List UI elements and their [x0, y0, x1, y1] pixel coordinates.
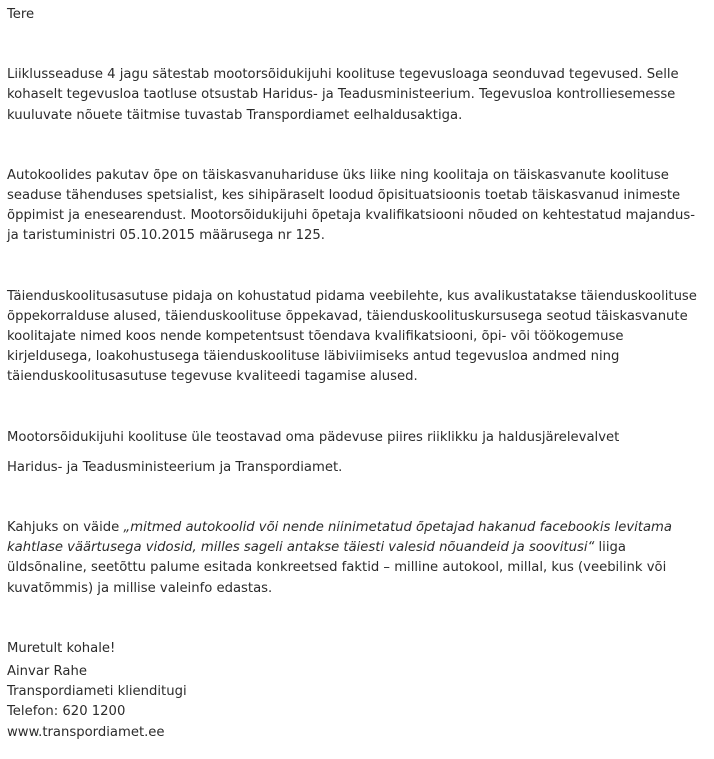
paragraph-supervisors: Haridus- ja Teadusministeerium ja Transpordiamet.	[7, 459, 343, 475]
spacer	[7, 25, 706, 65]
paragraph-claim-response	[7, 518, 706, 599]
paragraph-adult-education: Autokoolides pakutav õpe on täiskasvanuhariduse üks liike ning koolitaja on täiskasvanute koolituse seaduse tähenduses spetsialist, kes sihipäraselt loodud õpisituatsioonis toetab täiskasvanud inimeste õppimist ja enesearendust. Mootorsõidukijuhi õpetaja kvalifikatsiooni nõuded on kehtestatud majandus- ja taristuministri 05.10.2015 määrusega nr 125.	[7, 167, 696, 244]
spacer	[7, 448, 706, 458]
signature-phone: Telefon: 620 1200	[7, 704, 126, 720]
signature-website: www.transpordiamet.ee	[7, 724, 165, 740]
paragraph-legal-basis: Liiklusseaduse 4 jagu sätestab mootorsõidukijuhi koolituse tegevusloaga seonduvad tegevused. Selle kohaselt tegevusloa taotluse otsustab Haridus- ja Teadusministeerium. Tegevusloa kontrolliesemesse kuuluvate nõuete täitmise tuvastab Transpordiamet eelhaldusaktiga.	[7, 67, 679, 123]
paragraph-website-obligation: Täienduskoolitusasutuse pidaja on kohustatud pidama veebilehte, kus avalikustatakse täienduskoolituse õppekorralduse alused, täienduskoolituse õppekavad, täienduskoolituskursusega seotud täiskasvanute koolitajate nimed koos nende kompetentsust tõendava kvalifikatsiooni, õpi- või töökogemuse kirjeldusega, loakohustusega täienduskoolituse läbiviimiseks antud tegevusloa andmed ning täienduskoolitusasutuse tegevuse kvaliteedi tagamise alused.	[7, 288, 697, 385]
signature-block	[7, 662, 706, 743]
spacer	[7, 247, 706, 287]
closing-phrase: Muretult kohale!	[7, 640, 116, 656]
spacer	[7, 599, 706, 639]
paragraph-supervision: Mootorsõidukijuhi koolituse üle teostavad oma pädevuse piires riiklikku ja haldusjärelevalvet	[7, 429, 620, 445]
spacer	[7, 126, 706, 166]
claim-quote: „mitmed autokoolid või nende niinimetatud õpetajad hakanud facebookis levitama kahtlase väärtusega vidosid, milles sageli antakse täiesti valesid nõuandeid ja soovitusi“	[7, 520, 672, 556]
signature-department: Transpordiameti klienditugi	[7, 684, 187, 700]
greeting: Tere	[7, 7, 35, 22]
signature-name: Ainvar Rahe	[7, 664, 87, 680]
spacer	[7, 388, 706, 428]
spacer	[7, 478, 706, 518]
claim-intro: Kahjuks on väide	[7, 520, 124, 536]
claim-request: liiga üldsõnaline, seetõttu palume esitada konkreetsed faktid – milline autokool, millal, kus (veebilink või kuvatõmmis) ja millise valeinfo edastas.	[7, 540, 667, 596]
